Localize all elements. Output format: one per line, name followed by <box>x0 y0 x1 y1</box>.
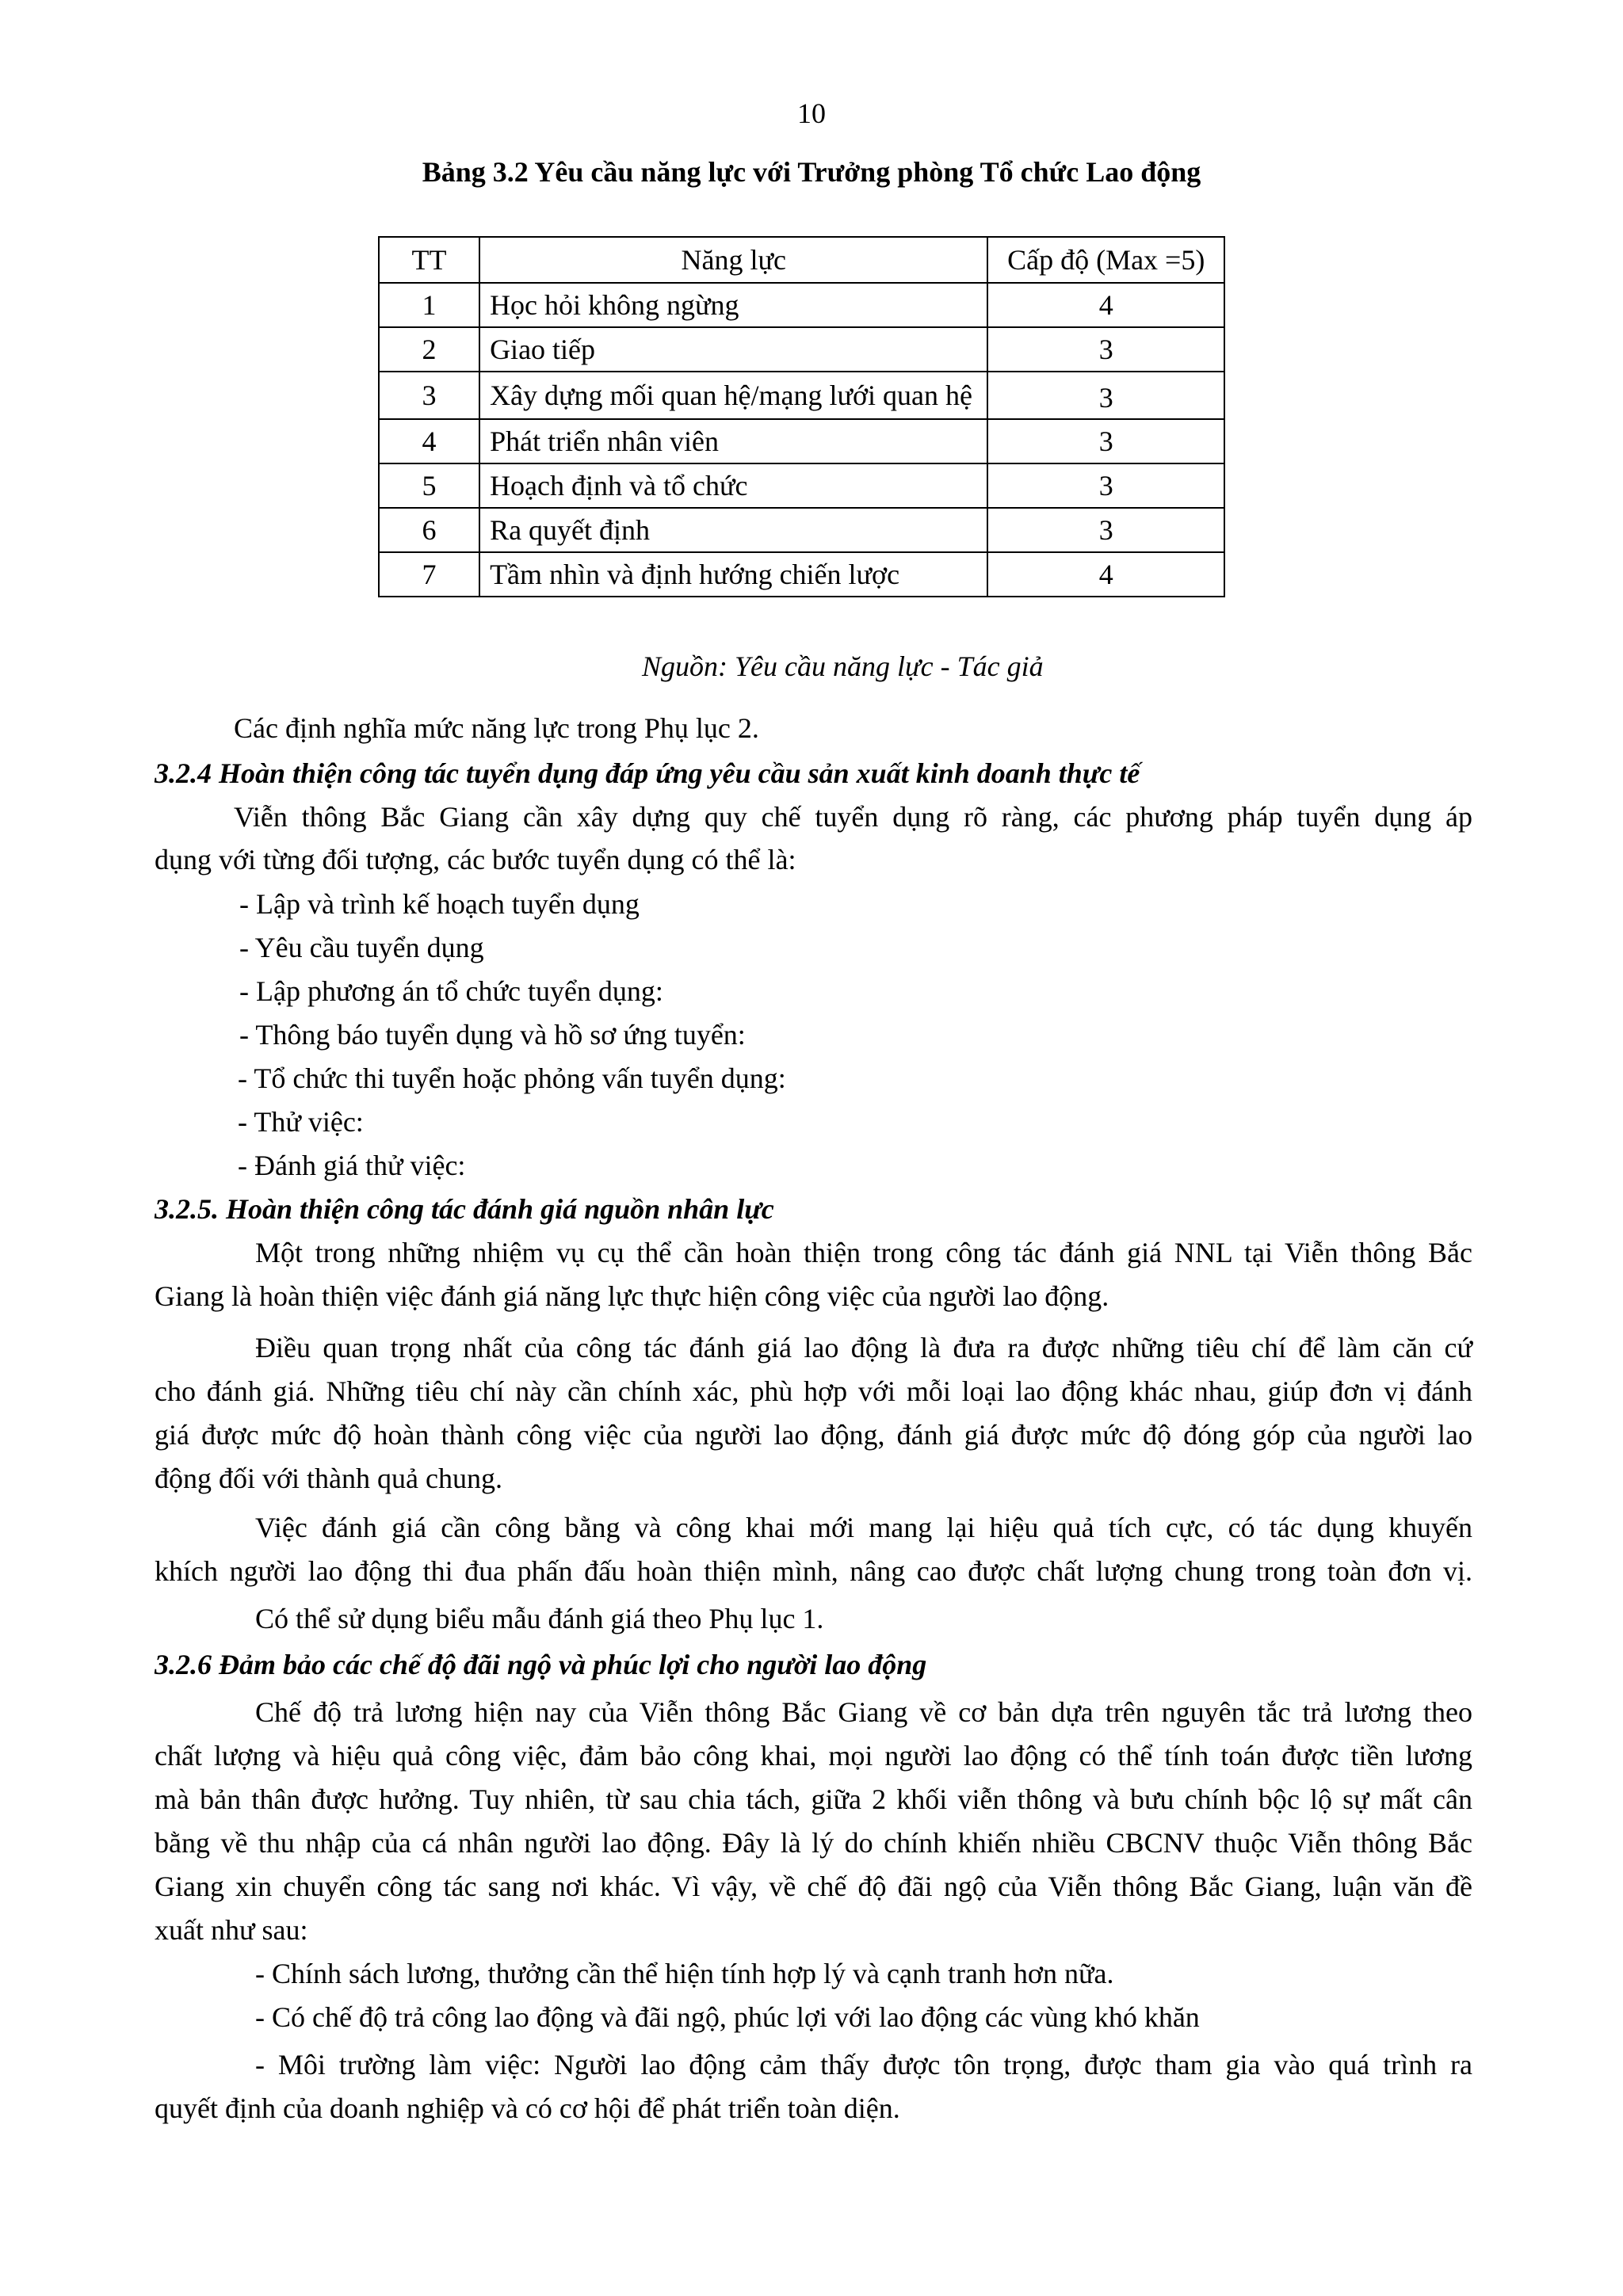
row-competency: Ra quyết định <box>479 508 987 552</box>
section-heading-3-2-4: 3.2.4 Hoàn thiện công tác tuyển dụng đáp ứng yêu cầu sản xuất kinh doanh thực tế <box>155 757 1140 789</box>
body-line: Việc đánh giá cần công bằng và công khai mới mang lại hiệu quả tích cực, có tác dụng khuyến <box>255 1512 1472 1543</box>
body-line: dụng với từng đối tượng, các bước tuyển dụng có thể là: <box>155 844 796 875</box>
row-tt: 5 <box>379 463 479 508</box>
body-line: xuất như sau: <box>155 1914 308 1946</box>
row-level: 4 <box>987 283 1224 327</box>
row-competency: Xây dựng mối quan hệ/mạng lưới quan hệ <box>479 372 987 419</box>
body-line: Viễn thông Bắc Giang cần xây dựng quy chế tuyển dụng rõ ràng, các phương pháp tuyển dụng áp <box>234 801 1472 833</box>
list-item: - Chính sách lương, thưởng cần thể hiện tính hợp lý và cạnh tranh hơn nữa. <box>255 1958 1114 1989</box>
row-tt: 6 <box>379 508 479 552</box>
table-row <box>379 508 1224 552</box>
table-title: Bảng 3.2 Yêu cầu năng lực với Trưởng phòng Tổ chức Lao động <box>422 156 1201 188</box>
body-line: Giang xin chuyển công tác sang nơi khác. Vì vậy, về chế độ đãi ngộ của Viễn thông Bắc Giang, luận văn đề <box>155 1871 1472 1902</box>
list-item: - Đánh giá thử việc: <box>238 1150 466 1181</box>
body-line: cho đánh giá. Những tiêu chí này cần chính xác, phù hợp với mỗi loại lao động khác nhau, giúp đơn vị đánh <box>155 1375 1472 1407</box>
body-line: chất lượng và hiệu quả công việc, đảm bảo công khai, mọi người lao động có thể tính toán được tiền lương <box>155 1740 1472 1772</box>
header-tt: TT <box>379 237 479 283</box>
body-line: Điều quan trọng nhất của công tác đánh giá lao động là đưa ra được những tiêu chí để làm căn cứ <box>255 1332 1472 1363</box>
list-item: - Có chế độ trả công lao động và đãi ngộ, phúc lợi với lao động các vùng khó khăn <box>255 2001 1200 2033</box>
row-level: 3 <box>987 372 1224 419</box>
body-line: Một trong những nhiệm vụ cụ thể cần hoàn thiện trong công tác đánh giá NNL tại Viễn thông Bắc <box>255 1237 1472 1268</box>
list-item: - Yêu cầu tuyển dụng <box>239 932 484 963</box>
table-row <box>379 463 1224 508</box>
table-row <box>379 552 1224 597</box>
row-tt: 7 <box>379 552 479 597</box>
page-number: 10 <box>797 97 826 129</box>
row-tt: 1 <box>379 283 479 327</box>
table-header-row <box>379 237 1224 283</box>
body-line: khích người lao động thi đua phấn đấu hoàn thiện mình, nâng cao được chất lượng chung trong toàn đơn vị. <box>155 1555 1472 1587</box>
row-level: 3 <box>987 463 1224 508</box>
list-item: - Thông báo tuyển dụng và hồ sơ ứng tuyển: <box>239 1019 746 1051</box>
table-row <box>379 283 1224 327</box>
row-competency: Tầm nhìn và định hướng chiến lược <box>479 552 987 597</box>
row-competency: Học hỏi không ngừng <box>479 283 987 327</box>
list-item: - Lập phương án tổ chức tuyển dụng: <box>239 975 663 1007</box>
list-item: - Lập và trình kế hoạch tuyển dụng <box>239 888 640 920</box>
header-competency: Năng lực <box>479 237 987 283</box>
body-line: bằng về thu nhập của cá nhân người lao động. Đây là lý do chính khiến nhiều CBCNV thuộc Viễn thông Bắc <box>155 1827 1472 1859</box>
list-item: - Thử việc: <box>238 1106 364 1138</box>
table-row <box>379 419 1224 463</box>
row-level: 3 <box>987 508 1224 552</box>
table-row <box>379 372 1224 419</box>
row-tt: 2 <box>379 327 479 372</box>
section-heading-3-2-6: 3.2.6 Đảm bảo các chế độ đãi ngộ và phúc lợi cho người lao động <box>155 1649 927 1680</box>
table-row <box>379 327 1224 372</box>
row-level: 3 <box>987 327 1224 372</box>
body-line: quyết định của doanh nghiệp và có cơ hội để phát triển toàn diện. <box>155 2092 900 2124</box>
body-line: giá được mức độ hoàn thành công việc của người lao động, đánh giá được mức độ đóng góp của người lao <box>155 1419 1472 1451</box>
section-heading-3-2-5: 3.2.5. Hoàn thiện công tác đánh giá nguồn nhân lực <box>155 1193 774 1225</box>
body-line: Có thể sử dụng biểu mẫu đánh giá theo Phụ lục 1. <box>255 1603 824 1634</box>
body-line: Chế độ trả lương hiện nay của Viễn thông Bắc Giang về cơ bản dựa trên nguyên tắc trả lương theo <box>255 1696 1472 1728</box>
row-competency: Giao tiếp <box>479 327 987 372</box>
header-level: Cấp độ (Max =5) <box>987 237 1224 283</box>
list-item: - Tổ chức thi tuyển hoặc phỏng vấn tuyển dụng: <box>238 1062 786 1094</box>
row-competency: Phát triển nhân viên <box>479 419 987 463</box>
list-item: - Môi trường làm việc: Người lao động cảm thấy được tôn trọng, được tham gia vào quá trình ra <box>255 2049 1472 2081</box>
body-line: Các định nghĩa mức năng lực trong Phụ lục 2. <box>234 712 759 744</box>
row-tt: 3 <box>379 372 479 419</box>
row-competency: Hoạch định và tổ chức <box>479 463 987 508</box>
row-tt: 4 <box>379 419 479 463</box>
row-level: 3 <box>987 419 1224 463</box>
competency-table <box>378 236 1225 597</box>
body-line: mà bản thân được hưởng. Tuy nhiên, từ sau chia tách, giữa 2 khối viễn thông và bưu chính bộc lộ sự mất cân <box>155 1783 1472 1815</box>
table-source-note: Nguồn: Yêu cầu năng lực - Tác giả <box>642 650 1044 682</box>
row-level: 4 <box>987 552 1224 597</box>
body-line: động đối với thành quả chung. <box>155 1463 502 1494</box>
body-line: Giang là hoàn thiện việc đánh giá năng lực thực hiện công việc của người lao động. <box>155 1280 1109 1312</box>
